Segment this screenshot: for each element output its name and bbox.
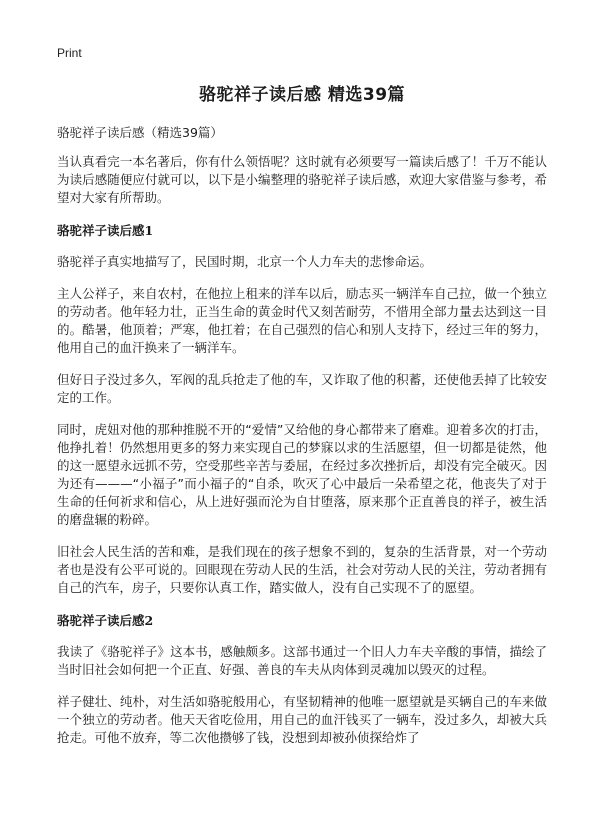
intro-paragraph: 当认真看完一本名著后，你有什么领悟呢？这时就有必须要写一篇读后感了！千万不能认为读后感随便应付就可以，以下是小编整理的骆驼祥子读后感，欢迎大家借鉴与参考，希望对大家有所帮助。 [57, 154, 547, 205]
section-1-paragraph: 主人公祥子，来自农村，在他拉上租来的洋车以后，励志买一辆洋车自己拉，做一个独立的劳动者。他年轻力壮，正当生命的黄金时代又刻苦耐劳，不惜用全部力量去达到这一目的。酷暑，他顶着；严寒，他扛着；在自己强烈的信心和别人支持下，经过三年的努力，他用自己的血汗换来了一辆洋车。 [57, 286, 547, 355]
document-body [57, 80, 547, 761]
page-title: 骆驼祥子读后感 精选39篇 [198, 85, 406, 105]
section-heading-1: 骆驼祥子读后感1 [57, 223, 154, 238]
section-heading-2: 骆驼祥子读后感2 [57, 613, 154, 628]
section-1-paragraph: 旧社会人民生活的苦和难，是我们现在的孩子想象不到的，复杂的生活背景，对一个劳动者也是没有公平可说的。回眼现在劳动人民的生活，社会对劳动人民的关注，劳动者拥有自己的汽车，房子，只要你认真工作，踏实做人，没有自己实现不了的愿望。 [57, 544, 547, 595]
page-subtitle: 骆驼祥子读后感（精选39篇） [57, 125, 223, 140]
print-link[interactable]: Print [57, 46, 82, 60]
section-2-paragraph: 我读了《骆驼祥子》这本书，感触颇多。这部书通过一个旧人力车夫辛酸的事情，描绘了当时旧社会如何把一个正直、好强、善良的车夫从肉体到灵魂加以毁灭的过程。 [57, 644, 547, 677]
section-2-paragraph: 祥子健壮、纯朴，对生活如骆驼般用心，有坚韧精神的他唯一愿望就是买辆自己的车来做一个独立的劳动者。他天天省吃俭用，用自己的血汗钱买了一辆车，没过多久，却被大兵抢走。可他不放弃，等二次他攒够了钱，没想到却被孙侦探给炸了 [57, 694, 547, 745]
section-1-paragraph: 同时，虎妞对他的那种推脱不开的“爱情”又给他的身心都带来了磨难。迎着多次的打击，他挣扎着！仍然想用更多的努力来实现自己的梦寐以求的生活愿望，但一切都是徒然，他的这一愿望永远抓不劳，空受那些辛苦与委屈，在经过多次挫折后，却没有完全破灭。因为还有———“小福子”而小福子的“自杀，吹灭了心中最后一朵希望之花，他丧失了对于生命的任何祈求和信心，从上进好强而沦为自甘堕落，原来那个正直善良的祥子，被生活的磨盘辗的粉碎。 [57, 422, 547, 527]
section-1-paragraph: 骆驼祥子真实地描写了，民国时期，北京一个人力车夫的悲惨命运。 [57, 254, 433, 269]
section-1-paragraph: 但好日子没过多久，军阀的乱兵抢走了他的车，又诈取了他的积蓄，还使他丢掉了比较安定的工作。 [57, 372, 547, 405]
